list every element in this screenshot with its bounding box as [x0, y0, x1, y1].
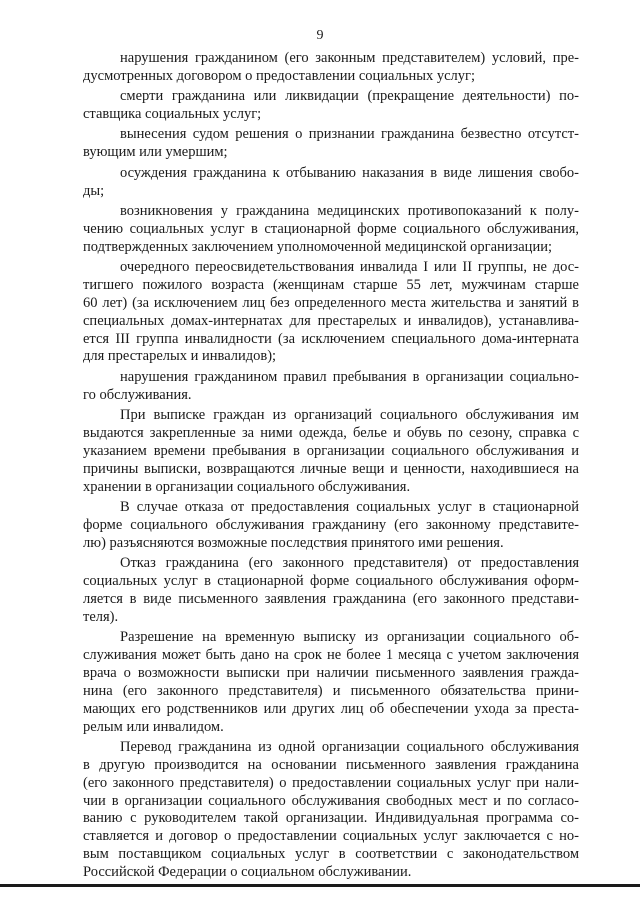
text-line: возникновения у гражданина медицинских противопоказаний к полу-	[120, 202, 579, 219]
text-line: в другую производится на основании письменного заявления гражданина	[83, 756, 579, 773]
paragraph	[83, 259, 579, 366]
paragraph	[83, 555, 579, 627]
paragraph	[83, 203, 579, 257]
bottom-divider	[0, 884, 640, 887]
text-line: 60 лет) (за исключением лиц без определенного места жительства и занятий в	[83, 294, 579, 311]
text-line: вынесения судом решения о признании гражданина безвестно отсутст-	[120, 126, 579, 143]
paragraph	[83, 165, 579, 201]
text-line: причины выписки, возвращаются личные вещи и ценности, находившиеся на	[83, 460, 579, 477]
text-line: (его законного представителя) о предоставлении социальных услуг при нали-	[83, 774, 579, 791]
text-line: подтвержденных заключением уполномоченной медицинской организации;	[83, 238, 552, 255]
text-line: вым поставщиком социальных услуг в соответствии с законодательством	[83, 846, 579, 863]
text-line: нарушения гражданином правил пребывания в организации социально-	[120, 368, 579, 385]
text-line: специальных домах-интернатах для престарелых и инвалидов), устанавлива-	[83, 312, 579, 329]
text-line: теля).	[83, 608, 119, 625]
text-line: очередного переосвидетельствования инвалида I или II группы, не дос-	[120, 258, 579, 275]
document-body	[83, 50, 579, 884]
text-line: ется III группа инвалидности (за исключением специального дома-интерната	[83, 330, 579, 347]
text-line: ванию с руководителем такой организации. Индивидуальная программа со-	[83, 810, 579, 827]
text-line: для престарелых и инвалидов);	[83, 348, 277, 365]
paragraph	[83, 407, 579, 497]
text-line: вующим или умершим;	[83, 144, 228, 161]
text-line: Российской Федерации о социальном обслуживании.	[83, 864, 412, 881]
text-line: осуждения гражданина к отбыванию наказания в виде лишения свобо-	[120, 164, 579, 181]
text-line: ставляется и договор о предоставлении социальных услуг заключается с но-	[83, 828, 579, 845]
text-line: ды;	[83, 182, 105, 199]
paragraph	[83, 629, 579, 736]
text-line: служивания может быть дано на срок не более 1 месяца с учетом заключения	[83, 646, 579, 663]
text-line: ставщика социальных услуг;	[83, 106, 262, 123]
text-line: выдаются закрепленные за ними одежда, белье и обувь по сезону, справка с	[83, 424, 579, 441]
text-line: Отказ гражданина (его законного представителя) от предоставления	[120, 554, 579, 571]
text-line: нарушения гражданином (его законным представителем) условий, пре-	[120, 50, 579, 66]
text-line: го обслуживания.	[83, 386, 192, 403]
paragraph	[83, 126, 579, 162]
text-line: хранении в организации социального обслуживания.	[83, 478, 411, 495]
page-number: 9	[316, 28, 324, 43]
text-line: чии в организации социального обслуживания свободных мест и по согласо-	[83, 792, 579, 809]
text-line: ляется в виде письменного заявления гражданина (его законного представи-	[83, 590, 579, 607]
text-line: дусмотренных договором о предоставлении социальных услуг;	[83, 67, 475, 84]
text-line: мающих его родственников или других лиц об обеспечении ухода за преста-	[83, 700, 579, 717]
text-line: релым или инвалидом.	[83, 718, 224, 735]
text-line: При выписке граждан из организаций социального обслуживания им	[120, 406, 579, 423]
paragraph	[83, 369, 579, 405]
text-line: лю) разъясняются возможные последствия принятого ими решения.	[83, 534, 504, 551]
text-line: социальных услуг в стационарной форме социального обслуживания оформ-	[83, 572, 579, 589]
text-line: тигшего пожилого возраста (женщинам старше 55 лет, мужчинам старше	[83, 276, 579, 293]
text-line: чению социальных услуг в стационарной форме социального обслуживания,	[83, 220, 579, 237]
text-line: врача о возможности выписки при наличии письменного заявления гражда-	[83, 664, 579, 681]
text-line: смерти гражданина или ликвидации (прекращение деятельности) по-	[120, 88, 579, 105]
paragraph	[83, 50, 579, 86]
paragraph	[83, 499, 579, 553]
text-line: нина (его законного представителя) и письменного обязательства прини-	[83, 682, 579, 699]
text-line: указанием времени пребывания в организации социального обслуживания и	[83, 442, 579, 459]
paragraph	[83, 88, 579, 124]
text-line: Перевод гражданина из одной организации социального обслуживания	[120, 738, 579, 755]
text-line: форме социального обслуживания гражданину (его законному представите-	[83, 516, 579, 533]
paragraph	[83, 739, 579, 882]
text-line: В случае отказа от предоставления социальных услуг в стационарной	[120, 498, 579, 515]
text-line: Разрешение на временную выписку из организации социального об-	[120, 629, 579, 645]
